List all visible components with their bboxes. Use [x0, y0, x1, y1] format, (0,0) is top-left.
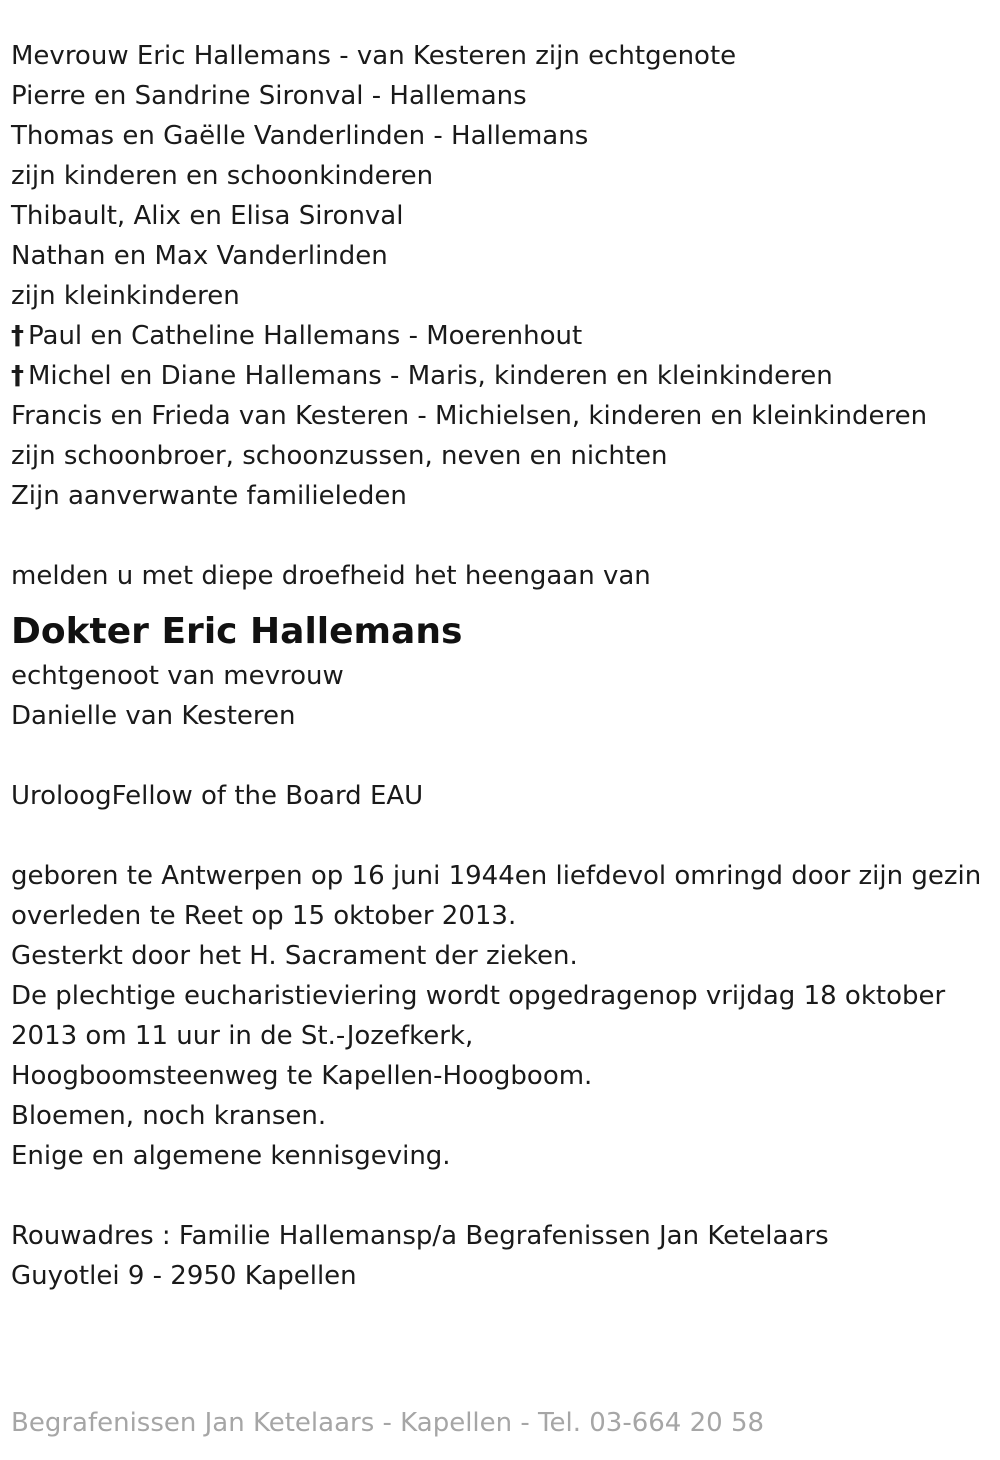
cross-icon: †: [11, 321, 24, 351]
family-line: † Paul en Catheline Hallemans - Moerenhout: [11, 321, 583, 351]
family-line: zijn schoonbroer, schoonzussen, neven en nichten: [11, 441, 668, 471]
death-line: overleden te Reet op 15 oktober 2013.: [11, 901, 517, 931]
mourning-address: [11, 1216, 991, 1296]
family-list: [11, 36, 991, 516]
sacrament-line: Gesterkt door het H. Sacrament der zieken.: [11, 941, 578, 971]
announcement: melden u met diepe droefheid het heengaan van: [11, 561, 651, 591]
family-line: Mevrouw Eric Hallemans - van Kesteren zijn echtgenote: [11, 41, 737, 71]
spouse-line: echtgenoot van mevrouw: [11, 661, 344, 691]
family-line: Zijn aanverwante familieleden: [11, 481, 407, 511]
details: [11, 856, 991, 1176]
deceased-name: Dokter Eric Hallemans: [11, 611, 463, 652]
notice-line: Enige en algemene kennisgeving.: [11, 1141, 451, 1171]
profession: UroloogFellow of the Board EAU: [11, 781, 424, 811]
family-line: Nathan en Max Vanderlinden: [11, 241, 388, 271]
family-line: zijn kleinkinderen: [11, 281, 240, 311]
family-line: Francis en Frieda van Kesteren - Michielsen, kinderen en kleinkinderen: [11, 401, 928, 431]
address-line: Rouwadres : Familie Hallemansp/a Begrafenissen Jan Ketelaars: [11, 1221, 829, 1251]
address-line: Guyotlei 9 - 2950 Kapellen: [11, 1261, 357, 1291]
family-line: † Michel en Diane Hallemans - Maris, kinderen en kleinkinderen: [11, 361, 833, 391]
cross-icon: †: [11, 361, 24, 391]
funeral-home-footer: Begrafenissen Jan Ketelaars - Kapellen - Tel. 03-664 20 58: [11, 1408, 765, 1438]
obituary-notice: [11, 36, 991, 1296]
birth-line: geboren te Antwerpen op 16 juni 1944en liefdevol omringd door zijn gezin: [11, 861, 982, 891]
ceremony-line: De plechtige eucharistieviering wordt opgedragenop vrijdag 18 oktober 2013 om 11 uur in de St.-Jozefkerk,: [11, 981, 946, 1051]
spouse-name: Danielle van Kesteren: [11, 701, 296, 731]
family-line: zijn kinderen en schoonkinderen: [11, 161, 434, 191]
flowers-line: Bloemen, noch kransen.: [11, 1101, 327, 1131]
family-line: Thomas en Gaëlle Vanderlinden - Hallemans: [11, 121, 589, 151]
family-line: Pierre en Sandrine Sironval - Hallemans: [11, 81, 527, 111]
family-line: Thibault, Alix en Elisa Sironval: [11, 201, 404, 231]
church-address-line: Hoogboomsteenweg te Kapellen-Hoogboom.: [11, 1061, 593, 1091]
